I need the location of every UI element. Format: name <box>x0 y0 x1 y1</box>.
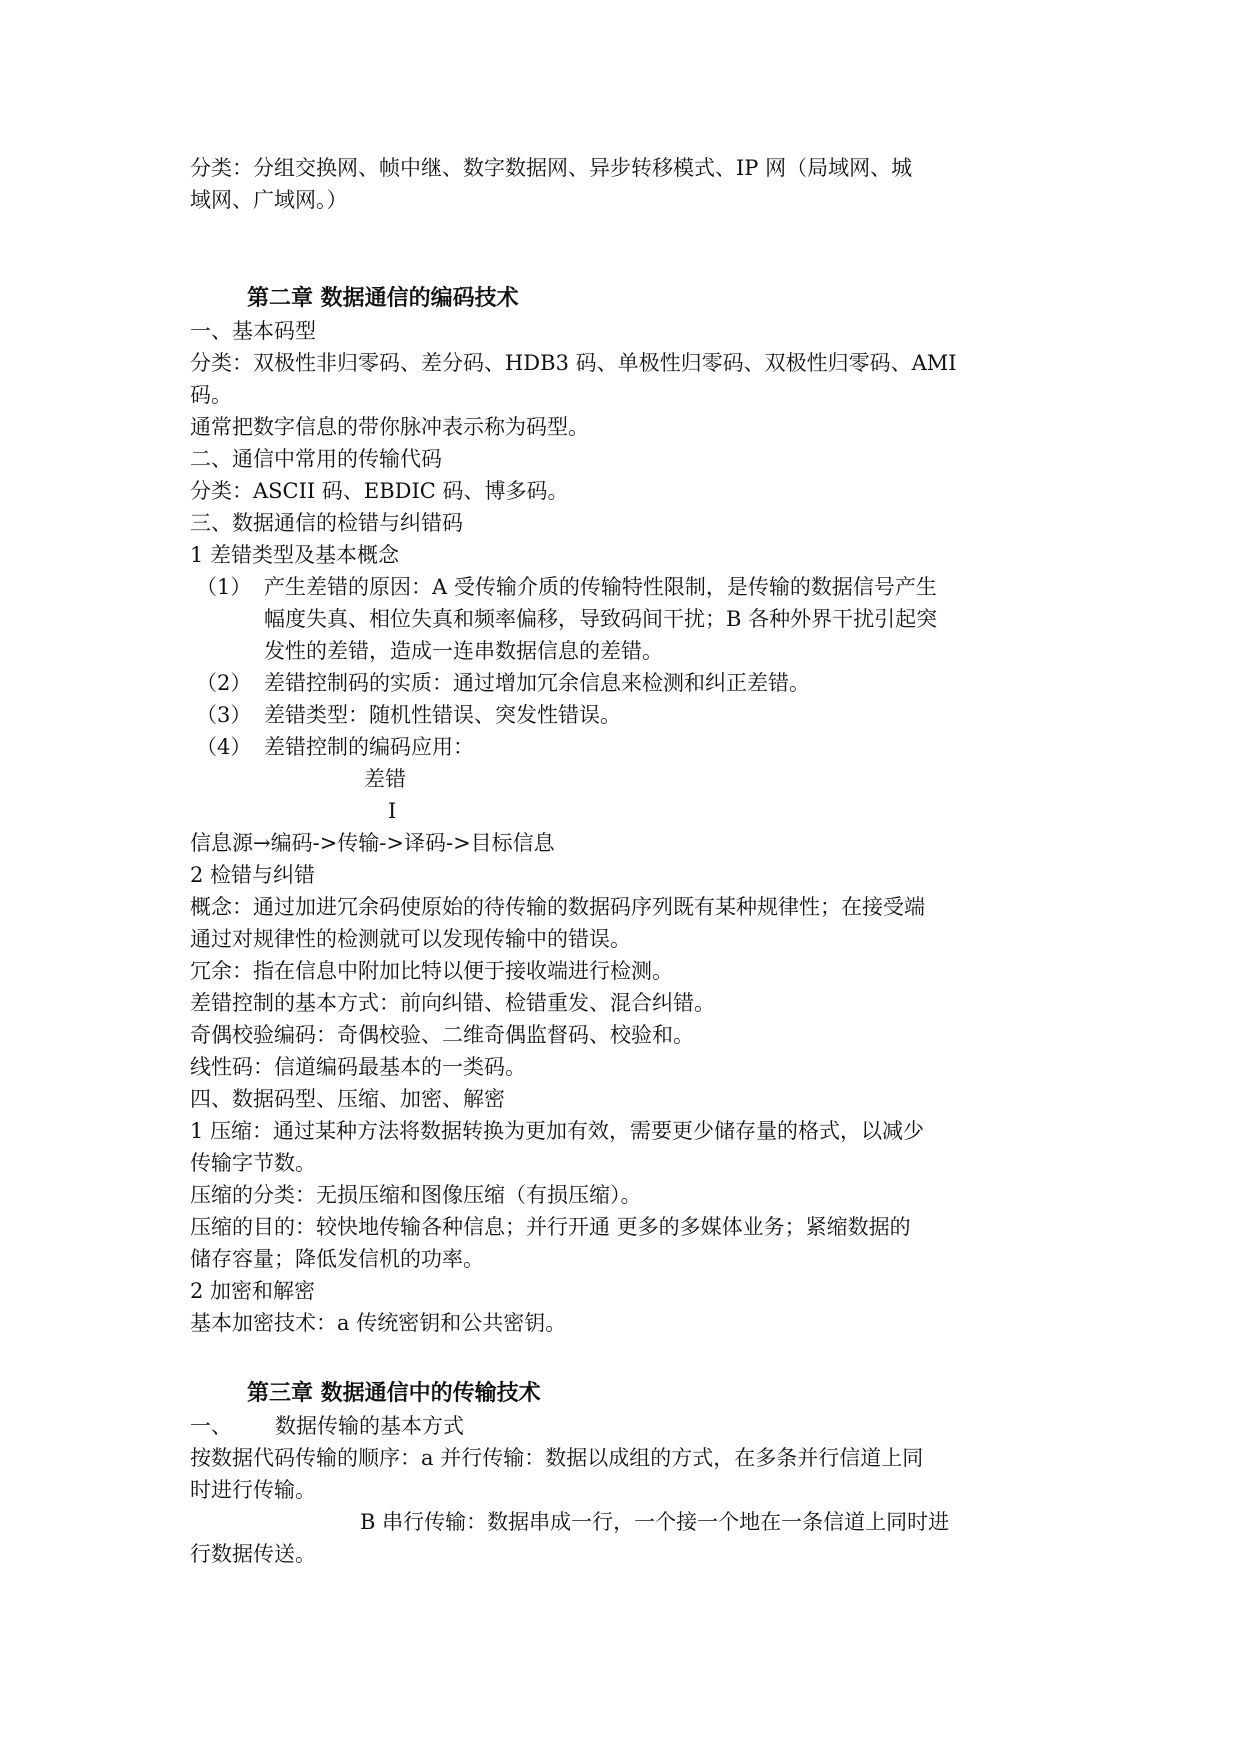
section-heading: 一、基本码型 <box>190 319 316 343</box>
text-line: 行数据传送。 <box>190 1542 316 1566</box>
text-line: 差错控制码的实质：通过增加冗余信息来检测和纠正差错。 <box>264 671 810 695</box>
text-line: 线性码：信道编码最基本的一类码。 <box>190 1055 526 1079</box>
diagram-flow: 信息源→编码->传输->译码->目标信息 <box>190 831 555 855</box>
text-line: 概念：通过加进冗余码使原始的待传输的数据码序列既有某种规律性；在接受端 <box>190 895 925 919</box>
text-line: 发性的差错，造成一连串数据信息的差错。 <box>264 639 663 663</box>
text-line: 传输字节数。 <box>190 1151 316 1175</box>
text-line: 1 压缩：通过某种方法将数据转换为更加有效，需要更少储存量的格式，以减少 <box>190 1119 925 1143</box>
text-line: 压缩的目的：较快地传输各种信息；并行开通 更多的多媒体业务；紧缩数据的 <box>190 1215 911 1239</box>
section-heading: 数据传输的基本方式 <box>275 1414 464 1438</box>
chapter-2-title: 第二章 数据通信的编码技术 <box>247 285 519 311</box>
section-heading: 二、通信中常用的传输代码 <box>190 447 442 471</box>
text-line: 基本加密技术：a 传统密钥和公共密钥。 <box>190 1311 567 1335</box>
section-heading-number: 一、 <box>190 1414 232 1438</box>
text-line: B 串行传输：数据串成一行，一个接一个地在一条信道上同时进 <box>360 1510 950 1534</box>
text-line: 幅度失真、相位失真和频率偏移，导致码间干扰；B 各种外界干扰引起突 <box>264 607 938 631</box>
list-item <box>196 667 1066 699</box>
text-line: 分类：双极性非归零码、差分码、HDB3 码、单极性归零码、双极性归零码、AMI <box>190 351 957 375</box>
item-number: （3） <box>196 703 252 727</box>
text-line: 差错控制的基本方式：前向纠错、检错重发、混合纠错。 <box>190 991 715 1015</box>
chapter-3-body <box>190 1442 1060 1506</box>
text-line: 时进行传输。 <box>190 1478 316 1502</box>
text-line: 储存容量；降低发信机的功率。 <box>190 1247 484 1271</box>
section-heading: 四、数据码型、压缩、加密、解密 <box>190 1087 505 1111</box>
text-line: 分类：分组交换网、帧中继、数字数据网、异步转移模式、IP 网（局域网、城 <box>190 156 913 180</box>
chapter-2-section-2 <box>190 859 1060 1339</box>
subsection-heading: 2 加密和解密 <box>190 1279 316 1303</box>
item-number: （1） <box>196 575 252 599</box>
chapter-2-section-1 <box>190 315 1060 571</box>
list-item <box>196 571 1066 667</box>
chapter-3-title: 第三章 数据通信中的传输技术 <box>247 1380 541 1406</box>
text-line: 差错类型：随机性错误、突发性错误。 <box>264 703 621 727</box>
section-heading: 三、数据通信的检错与纠错码 <box>190 511 463 535</box>
text-line: 压缩的分类：无损压缩和图像压缩（有损压缩）。 <box>190 1183 642 1207</box>
diagram-marker: I <box>388 799 397 823</box>
diagram-error-label: 差错 <box>364 767 406 791</box>
subsection-heading: 1 差错类型及基本概念 <box>190 543 400 567</box>
text-line: 奇偶校验编码：奇偶校验、二维奇偶监督码、校验和。 <box>190 1023 694 1047</box>
text-line: 域网、广域网。） <box>190 188 348 212</box>
intro-paragraph <box>190 152 1060 216</box>
list-item <box>196 699 1066 731</box>
text-line: 按数据代码传输的顺序：a 并行传输：数据以成组的方式，在多条并行信道上同 <box>190 1446 924 1470</box>
text-line: 分类：ASCII 码、EBDIC 码、博多码。 <box>190 479 569 503</box>
item-number: （2） <box>196 671 252 695</box>
text-line: 产生差错的原因：A 受传输介质的传输特性限制，是传输的数据信号产生 <box>264 575 937 599</box>
list-item <box>196 731 1066 763</box>
text-line: 冗余：指在信息中附加比特以便于接收端进行检测。 <box>190 959 673 983</box>
text-line: 差错控制的编码应用： <box>264 735 474 759</box>
subsection-heading: 2 检错与纠错 <box>190 863 316 887</box>
item-number: （4） <box>196 735 252 759</box>
text-line: 通常把数字信息的带你脉冲表示称为码型。 <box>190 415 589 439</box>
text-line: 码。 <box>190 383 232 407</box>
text-line: 通过对规律性的检测就可以发现传输中的错误。 <box>190 927 631 951</box>
